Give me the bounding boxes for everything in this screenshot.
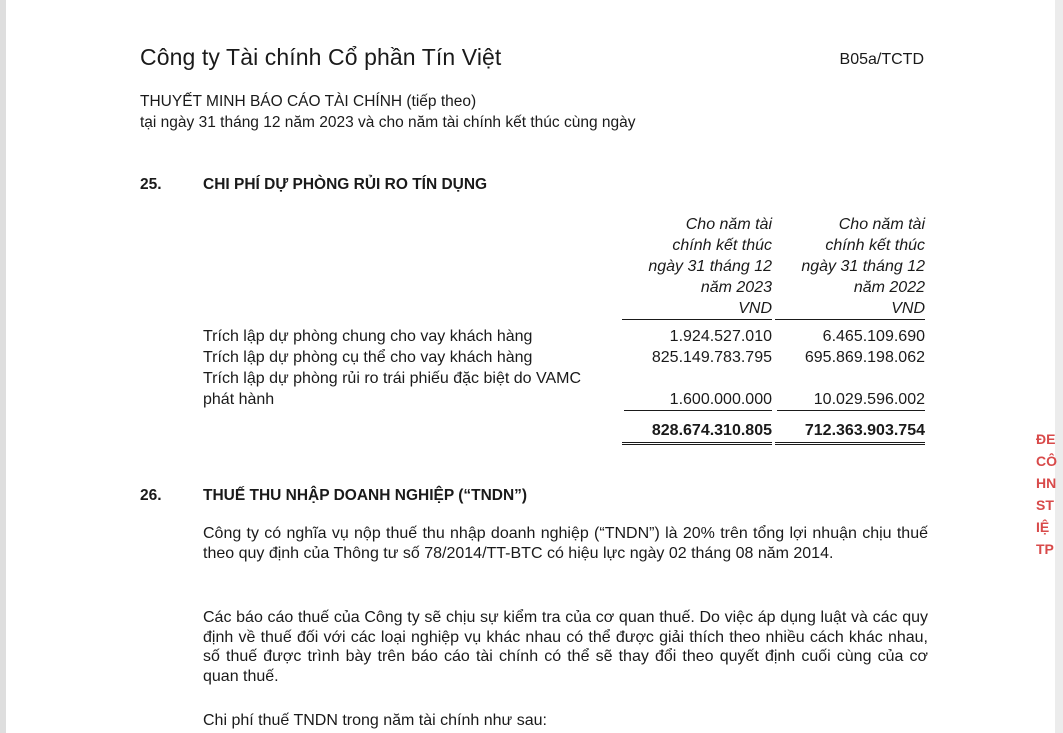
paragraph-tax-rate: Công ty có nghĩa vụ nộp thuế thu nhập doanh nghiệp (“TNDN”) là 20% trên tổng lợi nhuận chịu thuế theo quy định của Thông tư số 78/2014/TT-BTC có hiệu lực ngày 02 tháng 08 năm 2014. xyxy=(203,525,928,562)
row-value-2023: 1.600.000.000 xyxy=(624,390,772,411)
row-label: Trích lập dự phòng chung cho vay khách hàng xyxy=(203,328,533,345)
total-value-2022: 712.363.903.754 xyxy=(775,421,925,445)
red-stamp-fragment xyxy=(1036,428,1058,560)
paragraph-tax-expense-intro: Chi phí thuế TNDN trong năm tài chính như sau: xyxy=(203,712,547,729)
row-value-2022: 695.869.198.062 xyxy=(804,349,925,366)
stamp-text: CÔ xyxy=(1036,453,1057,469)
notes-date: tại ngày 31 tháng 12 năm 2023 và cho năm tài chính kết thúc cùng ngày xyxy=(140,114,636,131)
stamp-text: HN xyxy=(1036,475,1057,491)
column-header-2023 xyxy=(622,214,772,320)
row-label-line-2: phát hành xyxy=(203,391,275,408)
row-label: Trích lập dự phòng cụ thể cho vay khách hàng xyxy=(203,349,533,366)
section-26-title: THUẾ THU NHẬP DOANH NGHIỆP (“TNDN”) xyxy=(203,487,528,504)
row-value-2022: 10.029.596.002 xyxy=(777,390,925,411)
row-value-2023: 825.149.783.795 xyxy=(651,349,772,366)
col-2023-unit: VND xyxy=(622,298,772,320)
col-2023-line-4: năm 2023 xyxy=(700,279,772,296)
col-2023-line-2: chính kết thúc xyxy=(672,237,772,254)
notes-title: THUYẾT MINH BÁO CÁO TÀI CHÍNH (tiếp theo) xyxy=(140,93,477,110)
right-page-edge xyxy=(1055,0,1063,733)
paragraph-tax-inspection: Các báo cáo thuế của Công ty sẽ chịu sự kiểm tra của cơ quan thuế. Do việc áp dụng luật và các quy định về thuế đối với các loại nghiệp vụ khác nhau có thể được giải thích theo nhiều cách khác nhau, số thuế được trình bày trên báo cáo tài chính có thể sẽ thay đổi theo quyết định cuối cùng của cơ quan thuế. xyxy=(203,609,928,685)
form-code: B05a/TCTD xyxy=(839,51,924,68)
section-25-number: 25. xyxy=(140,176,162,193)
col-2022-line-1: Cho năm tài xyxy=(838,216,925,233)
company-name: Công ty Tài chính Cổ phần Tín Việt xyxy=(140,44,502,70)
row-label-line-1: Trích lập dự phòng rủi ro trái phiếu đặc biệt do VAMC xyxy=(203,370,582,387)
table-row xyxy=(203,369,925,411)
total-value-2023: 828.674.310.805 xyxy=(622,421,772,445)
row-value-2022: 6.465.109.690 xyxy=(822,328,925,345)
stamp-text: IỆ xyxy=(1036,519,1050,535)
stamp-text: ĐE xyxy=(1036,431,1056,447)
col-2022-line-3: ngày 31 tháng 12 xyxy=(801,258,925,275)
row-value-2023: 1.924.527.010 xyxy=(669,328,772,345)
col-2022-unit: VND xyxy=(775,298,925,320)
column-header-2022 xyxy=(775,214,925,320)
col-2022-line-2: chính kết thúc xyxy=(825,237,925,254)
col-2023-line-1: Cho năm tài xyxy=(685,216,772,233)
section-26-number: 26. xyxy=(140,487,162,504)
col-2023-line-3: ngày 31 tháng 12 xyxy=(648,258,772,275)
section-25-title: CHI PHÍ DỰ PHÒNG RỦI RO TÍN DỤNG xyxy=(203,176,488,193)
col-2022-line-4: năm 2022 xyxy=(853,279,925,296)
left-page-edge xyxy=(0,0,6,733)
stamp-text: ST xyxy=(1036,497,1054,513)
stamp-text: TP xyxy=(1036,541,1054,557)
